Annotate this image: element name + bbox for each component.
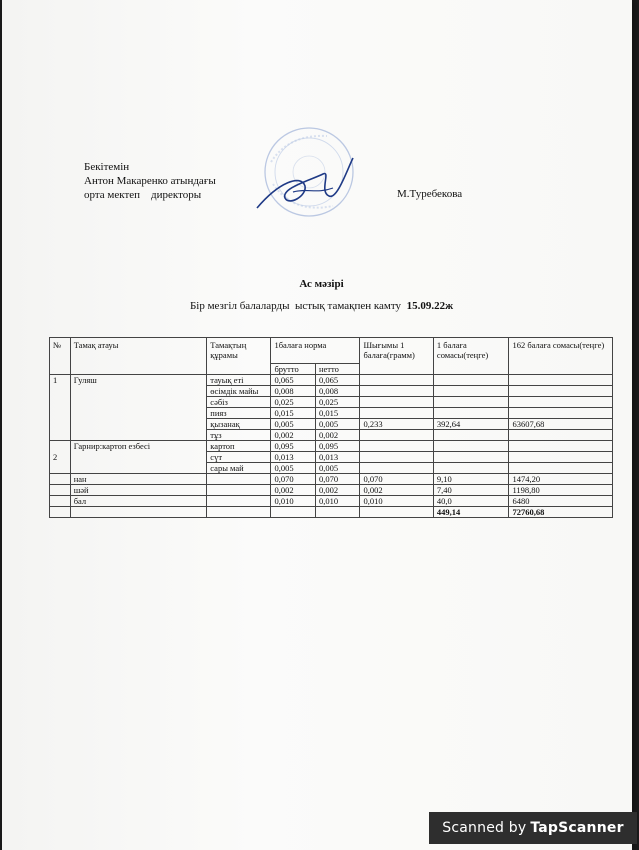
ingredient: өсімдік майы [207, 386, 271, 397]
yield-value: 0,010 [360, 496, 433, 507]
price-one-value: 40,0 [433, 496, 509, 507]
brutto-value: 0,005 [271, 419, 316, 430]
brutto-value: 0,065 [271, 375, 316, 386]
price-all-value: 1198,80 [509, 485, 613, 496]
approval-block [84, 160, 216, 202]
ingredient: картоп [207, 441, 271, 452]
netto-value: 0,065 [315, 375, 360, 386]
brutto-value: 0,002 [271, 430, 316, 441]
scanner-brand: TapScanner [530, 820, 624, 836]
header-netto: нетто [315, 364, 360, 375]
price-one-value: 9,10 [433, 474, 509, 485]
ingredient: пияз [207, 408, 271, 419]
header-norm: 1балаға норма [271, 338, 360, 364]
price-all-value: 1474,20 [509, 474, 613, 485]
brutto-value: 0,008 [271, 386, 316, 397]
approval-line-1: Бекітемін [84, 161, 130, 173]
subtitle-text: Бір мезгіл балаларды ыстық тамақпен камту [189, 300, 407, 312]
total-price-all: 72760,68 [509, 507, 613, 518]
netto-value: 0,005 [315, 419, 360, 430]
brutto-value: 0,005 [271, 463, 316, 474]
extra-name: нан [70, 474, 207, 485]
table-row [50, 474, 613, 485]
header-brutto: брутто [271, 364, 316, 375]
yield-value: 0,002 [360, 485, 433, 496]
netto-value: 0,010 [315, 496, 360, 507]
document-subtitle [2, 300, 639, 312]
netto-value: 0,008 [315, 386, 360, 397]
price-all-value: 6480 [509, 496, 613, 507]
brutto-value: 0,015 [271, 408, 316, 419]
price-one-value: 7,40 [433, 485, 509, 496]
brutto-value: 0,013 [271, 452, 316, 463]
dish-number: 2 [50, 441, 71, 474]
netto-value: 0,095 [315, 441, 360, 452]
table-row [50, 375, 613, 386]
ingredient: қызанақ [207, 419, 271, 430]
netto-value: 0,025 [315, 397, 360, 408]
extra-name: шәй [70, 485, 207, 496]
header-composition: Тамақтың құрамы [207, 338, 271, 375]
header-yield: Шығымы 1 балаға(грамм) [360, 338, 433, 375]
header-no: № [50, 338, 71, 375]
netto-value: 0,005 [315, 463, 360, 474]
subtitle-date: 15.09.22ж [406, 300, 454, 312]
table-row [50, 441, 613, 452]
table-header-row [50, 338, 613, 364]
price-all-value: 63607,68 [509, 419, 613, 430]
totals-row [50, 507, 613, 518]
total-price-one: 449,14 [433, 507, 509, 518]
document-title: Ас мәзірі [299, 278, 344, 290]
ingredient: тұз [207, 430, 271, 441]
header-price-all: 162 балаға сомасы(теңге) [509, 338, 613, 375]
brutto-value: 0,025 [271, 397, 316, 408]
brutto-value: 0,070 [271, 474, 316, 485]
table-row [50, 485, 613, 496]
price-one-value: 392,64 [433, 419, 509, 430]
scanner-prefix: Scanned by [442, 820, 527, 836]
menu-table [49, 337, 613, 518]
yield-value: 0,233 [360, 419, 433, 430]
dish-name: Гуляш [70, 375, 207, 441]
header-price-one: 1 балаға сомасы(теңге) [433, 338, 509, 375]
netto-value: 0,013 [315, 452, 360, 463]
table-row [50, 496, 613, 507]
director-name: М.Туребекова [397, 188, 463, 200]
netto-value: 0,070 [315, 474, 360, 485]
scanner-watermark [429, 812, 637, 844]
extra-name: бал [70, 496, 207, 507]
netto-value: 0,002 [315, 485, 360, 496]
netto-value: 0,015 [315, 408, 360, 419]
approval-line-2: Антон Макаренко атындағы [84, 175, 216, 187]
brutto-value: 0,002 [271, 485, 316, 496]
brutto-value: 0,010 [271, 496, 316, 507]
dish-number: 1 [50, 375, 71, 441]
header-dish: Тамақ атауы [70, 338, 207, 375]
approval-line-3: орта мектеп директоры [84, 189, 202, 201]
ingredient: сәбіз [207, 397, 271, 408]
brutto-value: 0,095 [271, 441, 316, 452]
netto-value: 0,002 [315, 430, 360, 441]
document-page [2, 0, 632, 850]
dish-name: Гарнир:картоп езбесі [70, 441, 207, 474]
yield-value: 0,070 [360, 474, 433, 485]
stamp-signature-icon [249, 122, 367, 234]
ingredient: сары май [207, 463, 271, 474]
ingredient: тауық еті [207, 375, 271, 386]
ingredient: сүт [207, 452, 271, 463]
